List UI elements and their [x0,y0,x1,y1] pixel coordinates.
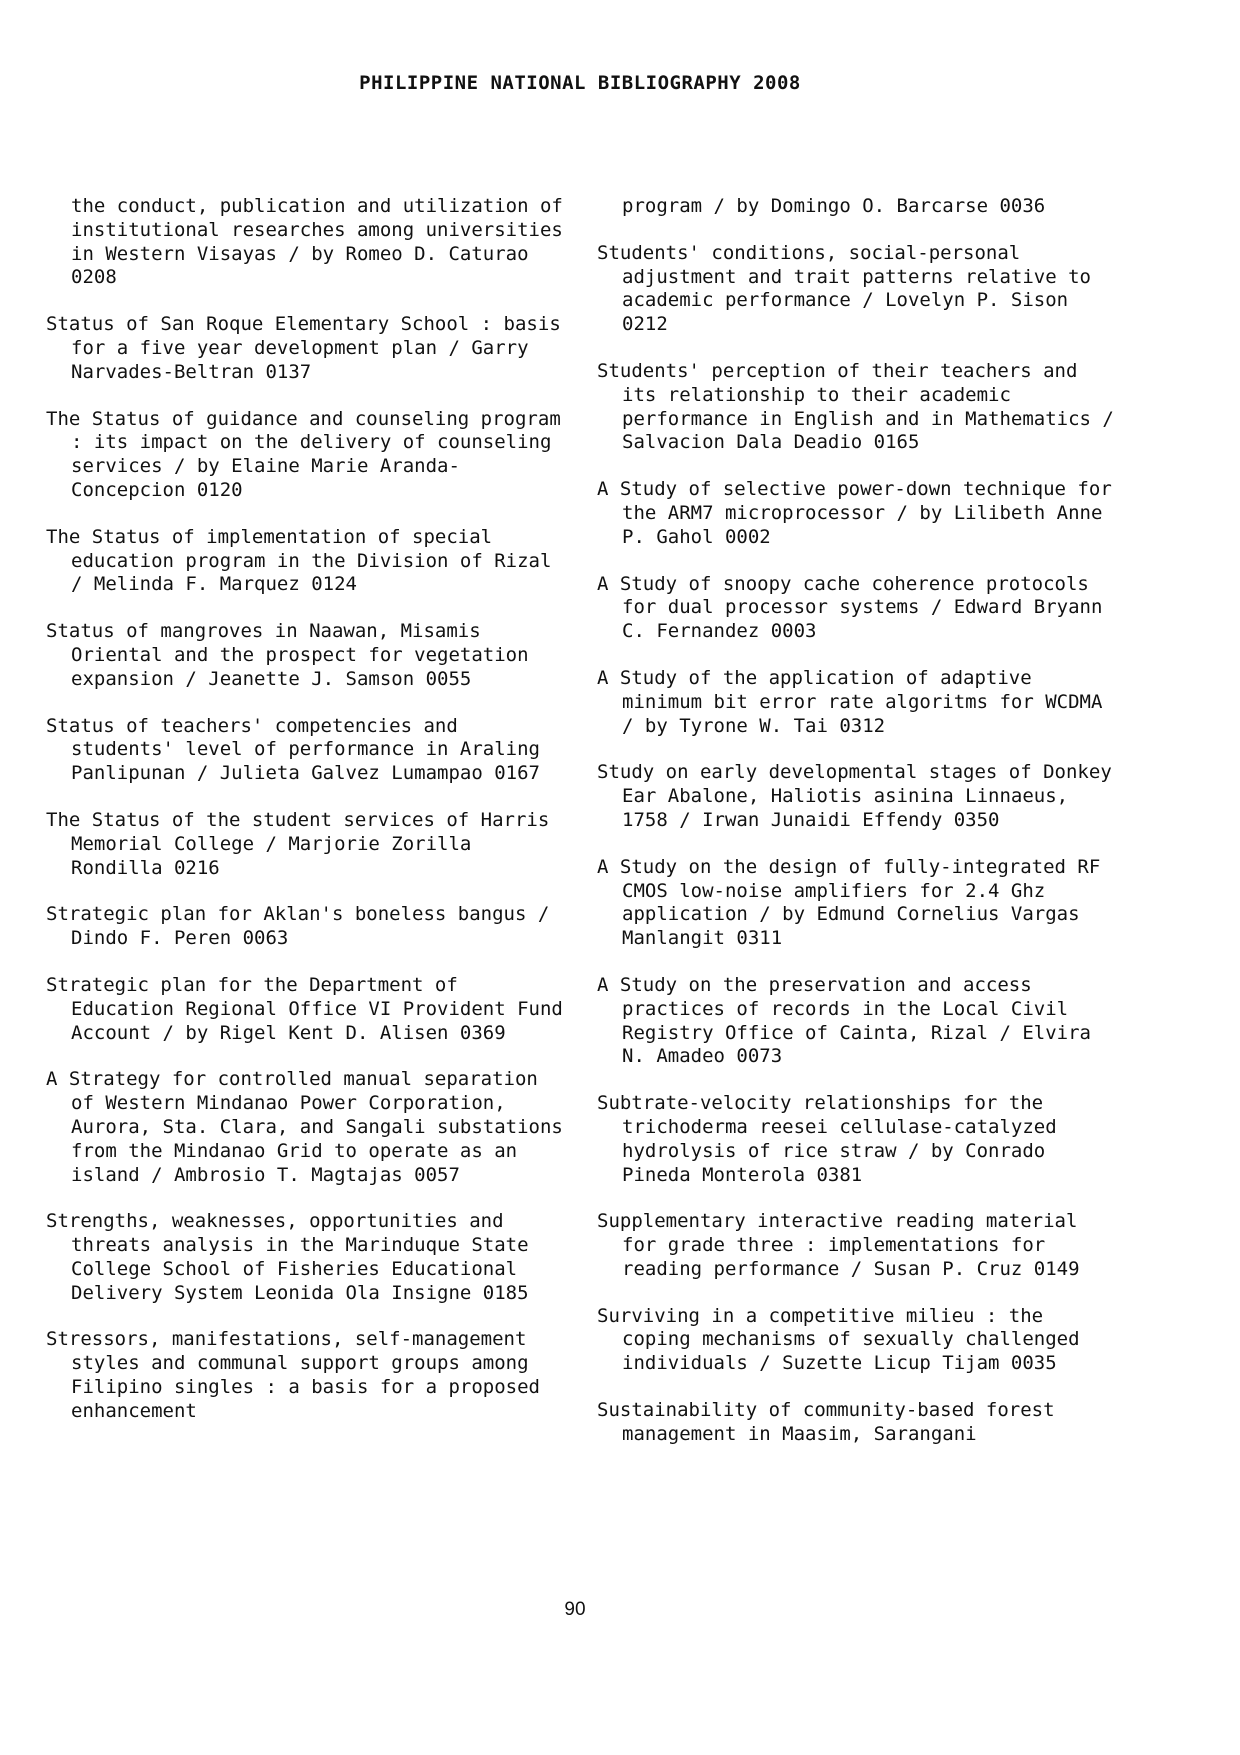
bibliography-entry: Strengths, weaknesses, opportunities and threats analysis in the Marinduque State College School of Fisheries Educational Delivery System Leonida Ola Insigne 0185 [46,1210,529,1304]
bibliography-entry: Study on early developmental stages of Donkey Ear Abalone, Haliotis asinina Linnaeus, 1758 / Irwan Junaidi Effendy 0350 [597,761,1112,831]
right-column [597,195,1117,1470]
bibliography-entry: Subtrate-velocity relationships for the trichoderma reesei cellulase-catalyzed hydrolysis of rice straw / by Conrado Pineda Monterola 0381 [597,1092,1057,1186]
bibliography-entry: A Study on the preservation and access practices of records in the Local Civil Registry Office of Cainta, Rizal / Elvira N. Amadeo 0073 [597,973,1091,1068]
bibliography-entry: Status of mangroves in Naawan, Misamis Oriental and the prospect for vegetation expansion / Jeanette J. Samson 0055 [46,620,529,690]
bibliography-entry: Strategic plan for Aklan's boneless bangus / Dindo F. Peren 0063 [46,903,550,950]
bibliography-entry: A Study of selective power-down technique for the ARM7 microprocessor / by Lilibeth Anne P. Gahol 0002 [597,478,1112,548]
bibliography-entry: Students' perception of their teachers and its relationship to their academic performance in English and in Mathematics / Salvacion Dala Deadio 0165 [597,359,1114,454]
bibliography-entry: The Status of guidance and counseling program : its impact on the delivery of counseling services / by Elaine Marie Aranda-Concepcion 0120 [46,407,561,501]
bibliography-entry: Strategic plan for the Department of Education Regional Office VI Provident Fund Account / by Rigel Kent D. Alisen 0369 [46,973,563,1044]
bibliography-entry: Stressors, manifestations, self-management styles and communal support groups among Filipino singles : a basis for a proposed enhancement [46,1328,540,1422]
left-column [46,195,566,1447]
bibliography-entry: Status of San Roque Elementary School : basis for a five year development plan / Garry Narvades-Beltran 0137 [46,313,561,383]
bibliography-entry: Surviving in a competitive milieu : the coping mechanisms of sexually challenged individuals / Suzette Licup Tijam 0035 [597,1304,1080,1375]
bibliography-entry: A Study on the design of fully-integrated RF CMOS low-noise amplifiers for 2.4 Ghz application / by Edmund Cornelius Vargas Manlangit 0311 [597,855,1101,950]
page-number: 90 [564,1599,586,1620]
bibliography-entry: A Study of the application of adaptive minimum bit error rate algoritms for WCDMA / by Tyrone W. Tai 0312 [597,666,1103,737]
bibliography-entry: Status of teachers' competencies and students' level of performance in Araling Panlipunan / Julieta Galvez Lumampao 0167 [46,714,540,785]
bibliography-entry: The Status of implementation of special education program in the Division of Rizal / Melinda F. Marquez 0124 [46,525,552,596]
bibliography-entry: Sustainability of community-based forest management in Maasim, Sarangani [597,1399,1055,1445]
bibliography-entry: Students' conditions, social-personal adjustment and trait patterns relative to academic performance / Lovelyn P. Sison 0212 [597,241,1091,336]
bibliography-entry: A Study of snoopy cache coherence protocols for dual processor systems / Edward Bryann C. Fernandez 0003 [597,572,1103,643]
page-title: PHILIPPINE NATIONAL BIBLIOGRAPHY 2008 [359,72,801,94]
entry-continuation: program / by Domingo O. Barcarse 0036 [622,195,1046,217]
bibliography-entry: The Status of the student services of Harris Memorial College / Marjorie Zorilla Rondilla 0216 [46,808,550,879]
entry-continuation: the conduct, publication and utilization of institutional researches among universities in Western Visayas / by Romeo D. Caturao 0208 [71,195,563,289]
bibliography-entry: Supplementary interactive reading material for grade three : implementations for reading performance / Susan P. Cruz 0149 [597,1210,1080,1280]
bibliography-entry: A Strategy for controlled manual separation of Western Mindanao Power Corporation, Aurora, Sta. Clara, and Sangali substations from the Mindanao Grid to operate as an island / Ambrosio T. Magtajas 0057 [46,1068,563,1186]
